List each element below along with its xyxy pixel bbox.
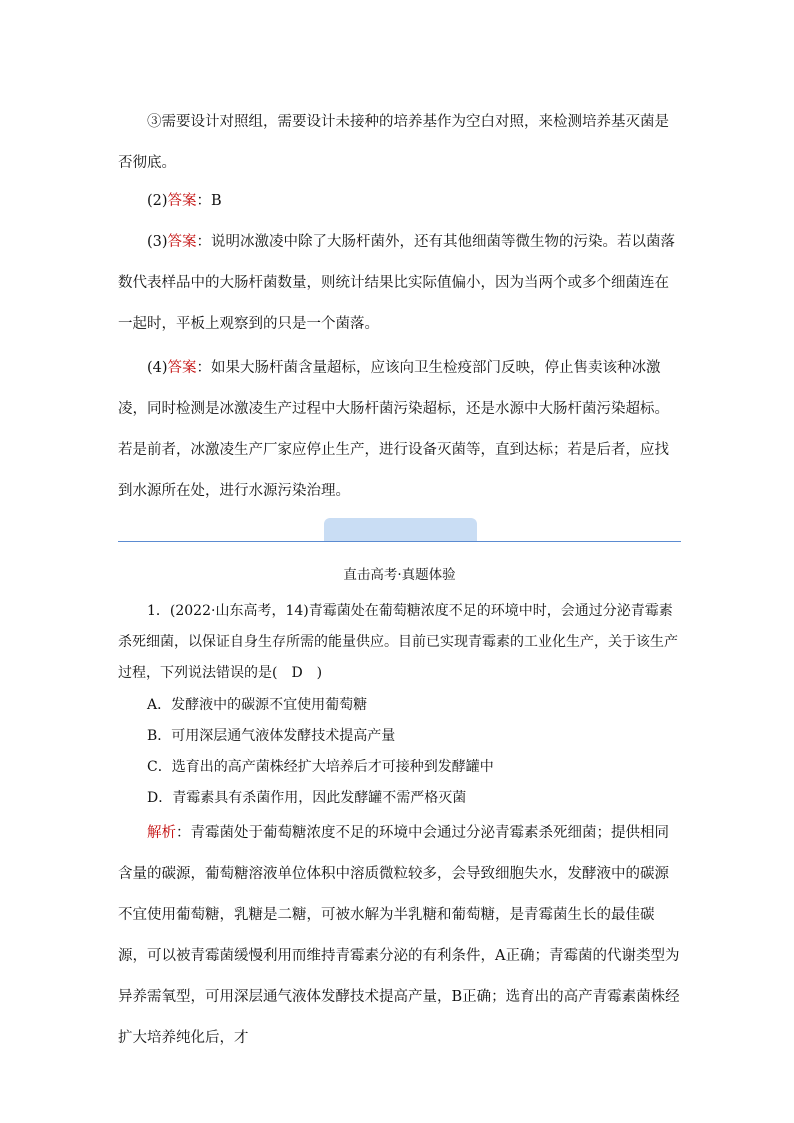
section-divider — [118, 518, 681, 542]
section-tab-decoration — [324, 518, 477, 541]
answer-part-1-3 — [118, 102, 681, 184]
question-1-analysis — [118, 813, 681, 1059]
answer-part-2 — [118, 181, 681, 222]
option-c: C．选育出的高产菌株经扩大培养后才可接种到发酵罐中 — [147, 759, 494, 775]
option-d: D．青霉素具有杀菌作用，因此发酵罐不需严格灭菌 — [147, 790, 467, 806]
section-title: 直击高考·真题体验 — [343, 567, 456, 583]
answer-text: ：如果大肠杆菌含量超标，应该向卫生检疫部门反映，停止售卖该种冰激凌，同时检测是冰激凌生产过程中大肠杆菌污染超标，还是水源中大肠杆菌污染超标。若是前者，冰激凌生产厂家应停止生产，进行设备灭菌等，直到达标；若是后者，应找到水源所在处，进行水源污染治理。 — [118, 360, 669, 499]
answer-text: ：说明冰激凌中除了大肠杆菌外，还有其他细菌等微生物的污染。若以菌落数代表样品中的大肠杆菌数量，则统计结果比实际值偏小，因为当两个或多个细菌连在一起时，平板上观察到的只是一个菌落。 — [118, 234, 676, 332]
question-1-stem: 1．(2022·山东高考，14)青霉菌处在葡萄糖浓度不足的环境中时，会通过分泌青霉素杀死细菌，以保证自身生存所需的能量供应。目前已实现青霉素的工业化生产，关于该生产过程，下列说法错误的是( D ) — [118, 603, 678, 681]
divider-line — [118, 541, 681, 542]
answer-label: 答案 — [167, 193, 197, 209]
answer-text: ：B — [196, 193, 222, 209]
option-b: B．可用深层通气液体发酵技术提高产量 — [147, 728, 396, 744]
analysis-label: 解析 — [147, 825, 176, 841]
part-number: (2) — [147, 193, 168, 209]
option-a: A．发酵液中的碳源不宜使用葡萄糖 — [147, 697, 368, 713]
answer-label: 答案 — [167, 360, 197, 376]
part-number: (4) — [147, 360, 168, 376]
answer-text: ③需要设计对照组，需要设计未接种的培养基作为空白对照，来检测培养基灭菌是否彻底。 — [118, 114, 669, 171]
answer-part-3 — [118, 222, 681, 345]
answer-part-4 — [118, 348, 681, 512]
analysis-text: ：青霉菌处于葡萄糖浓度不足的环境中会通过分泌青霉素杀死细菌；提供相同含量的碳源，葡萄糖溶液单位体积中溶质微粒较多，会导致细胞失水，发酵液中的碳源不宜使用葡萄糖，乳糖是二糖，可被水解为半乳糖和葡萄糖，是青霉菌生长的最佳碳源，可以被青霉菌缓慢利用而维持青霉素分泌的有利条件，A正确；青霉菌的代谢类型为异养需氧型，可用深层通气液体发酵技术提高产量，B正确；选育出的高产青霉素菌株经扩大培养纯化后，才 — [118, 825, 680, 1046]
answer-label: 答案 — [167, 234, 197, 250]
part-number: (3) — [147, 234, 168, 250]
